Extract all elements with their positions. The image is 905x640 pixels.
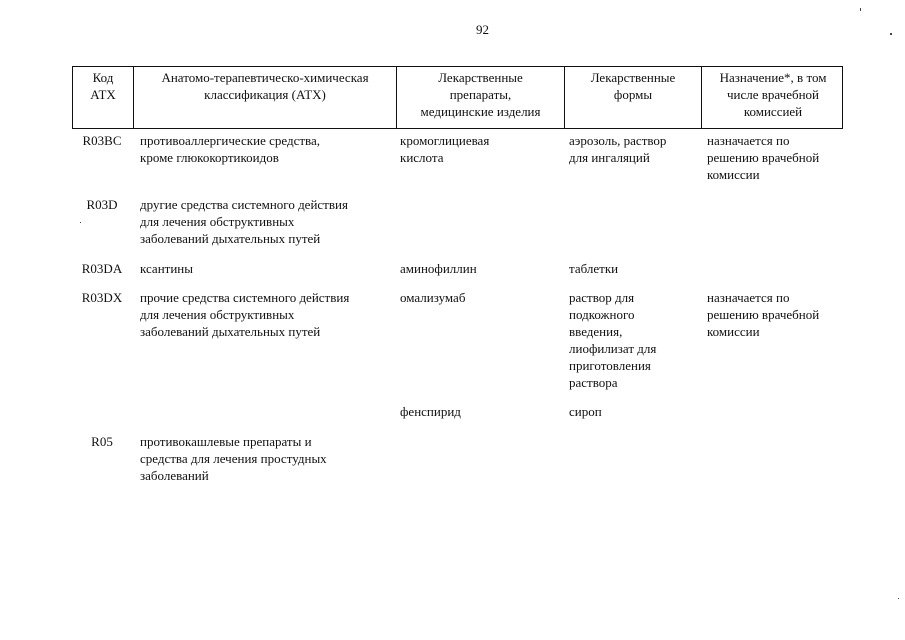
row-classification: ксантины [140,261,193,276]
row-code: R03DX [81,290,123,305]
row-code: R05 [91,434,113,449]
row-classification: другие средства системного действия для лечения обструктивных заболеваний дыхательных путей [140,197,348,246]
row-purpose: назначается по решению врачебной комиссии [707,133,820,182]
header-classification: Анатомо-терапевтическо-химическая классификация (АТХ) [133,67,396,128]
row-purpose: назначается по решению врачебной комиссии [707,290,820,339]
row-classification: противоаллергические средства, кроме глюкокортикоидов [140,133,321,165]
header-forms: Лекарственные формы [564,67,701,128]
scan-speck [898,598,899,599]
row-code: R03BC [82,133,122,148]
row-form: раствор для подкожного введения, лиофилизат для приготовления раствора [569,290,657,390]
row-form: таблетки [569,261,619,276]
header-drugs: Лекарственные препараты, медицинские изделия [396,67,564,128]
row-form: сироп [569,404,602,419]
header-purpose: Назначение*, в том числе врачебной комиссией [701,67,844,128]
row-form: аэрозоль, раствор для ингаляций [569,133,667,165]
scan-speck [890,33,892,35]
row-drug: аминофиллин [400,261,477,276]
scan-speck [860,8,861,11]
scan-speck [80,222,81,223]
row-code: R03DA [81,261,123,276]
row-drug: кромоглициевая кислота [400,133,490,165]
page-number: 92 [476,22,489,37]
row-classification: прочие средства системного действия для лечения обструктивных заболеваний дыхательных путей [140,290,350,339]
row-drug: омализумаб [400,290,466,305]
table-header [72,66,843,129]
row-code: R03D [86,197,118,212]
row-classification: противокашлевые препараты и средства для лечения простудных заболеваний [140,434,327,483]
header-code: Код АТХ [90,70,116,102]
row-drug: фенспирид [400,404,461,419]
